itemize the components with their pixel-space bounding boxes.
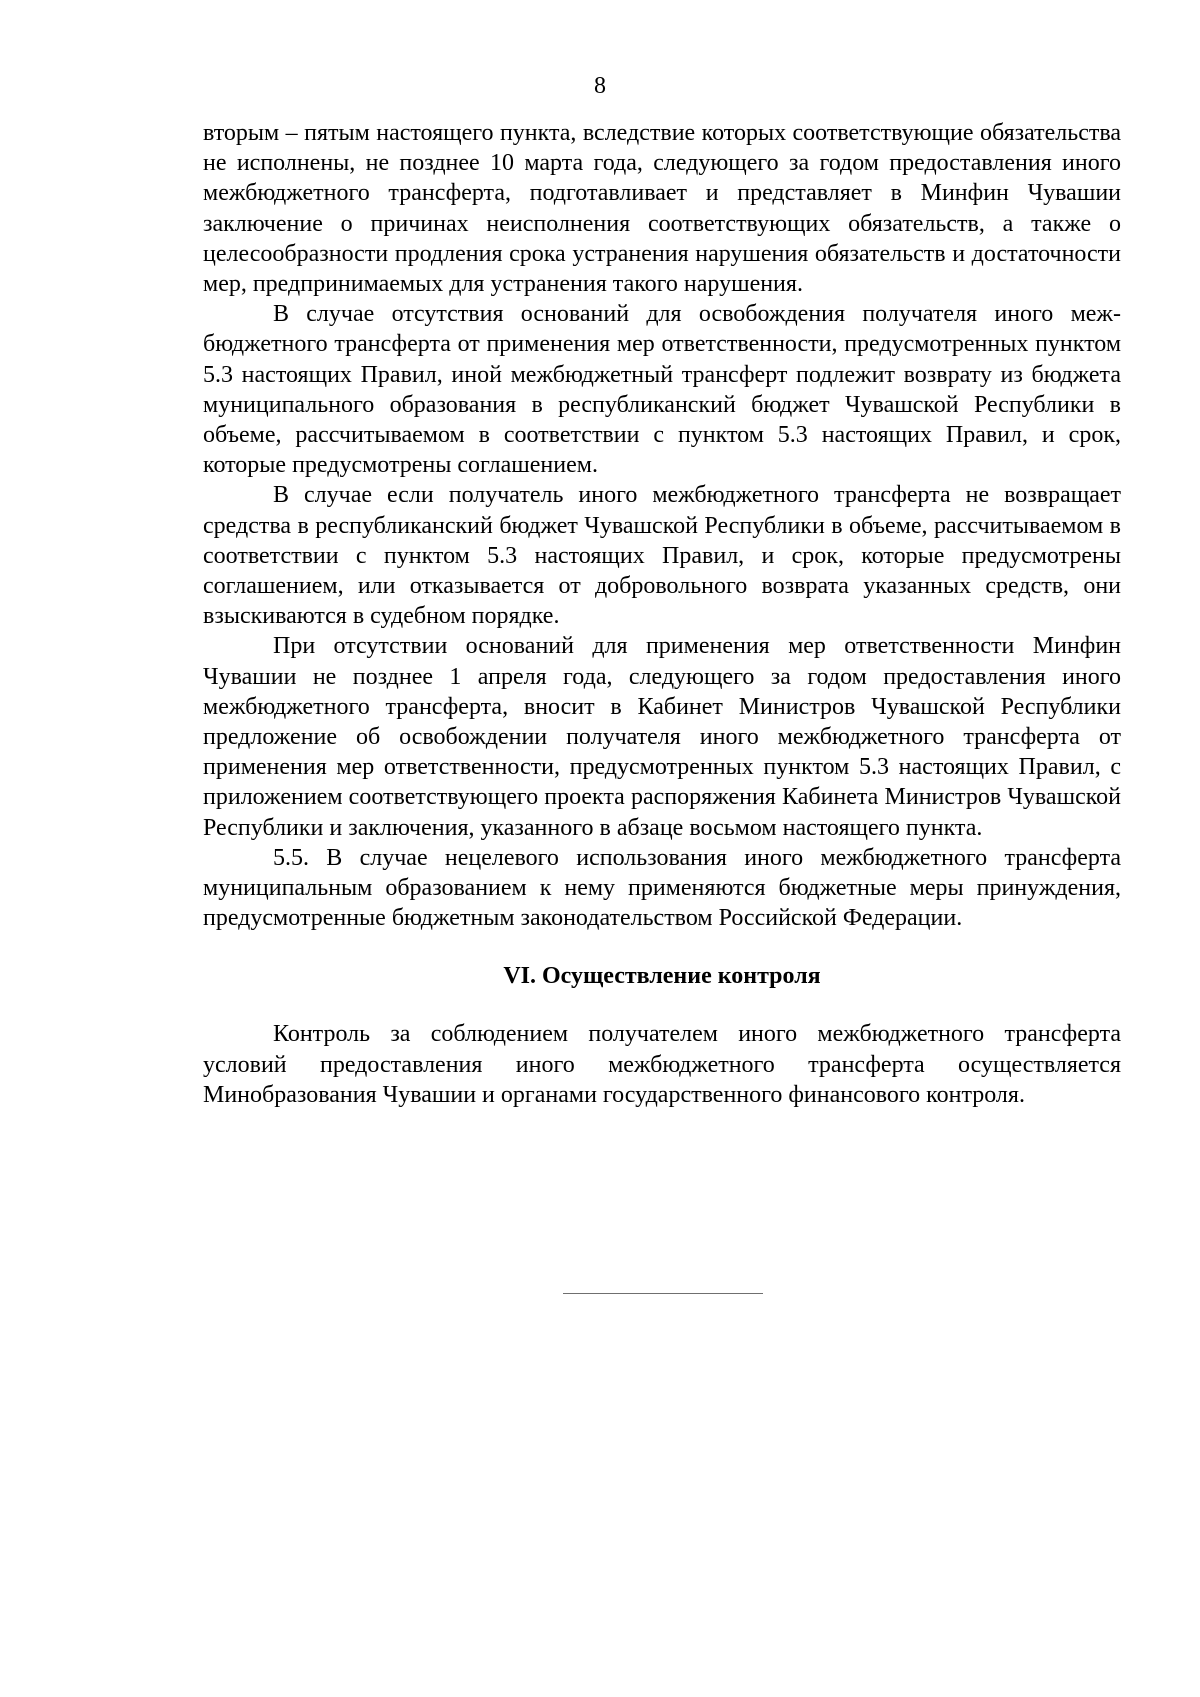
paragraph-control: Контроль за соблюдением получателем иного межбюджетного трансферта условий предоставления иного межбюджетного трансферта осуществляется Минобразования Чувашии и органами государственного финансового контроля. [203, 1021, 1121, 1108]
page-number: 8 [594, 73, 606, 99]
paragraph-continuation: вторым – пятым настоящего пункта, вследствие которых соответствующие обязательства не исполнены, не позднее 10 марта года, следующего за годом предоставления иного межбюджетного трансферта, подготавливает и представляет в Минфин Чувашии заключение о причинах неисполнения соответствующих обязательств, а также о целесообразности продления срока устранения нарушения обязательств и достаточности мер, предпринимаемых для устранения такого нарушения. [203, 120, 1121, 298]
paragraph-misuse-measures: 5.5. В случае нецелевого использования иного межбюджетного трансферта муниципальным образованием к нему применяются бюджетные меры принуждения, предусмотренные бюджетным законодательством Российской Федерации. [203, 844, 1121, 932]
paragraph-exemption-proposal: При отсутствии оснований для применения мер ответственности Минфин Чувашии не позднее 1 апреля года, следующего за годом предоставления иного межбюджетного трансферта, вносит в Кабинет Министров Чувашской Республики предложение об освобождении получателя иного межбюджетного трансферта от применения мер ответственности, предусмотренных пунктом 5.3 настоящих Правил, с приложением соответствующего проекта распоряжения Кабинета Министров Чувашской Республики и заключения, указанного в абзаце восьмом настоящего пункта. [203, 633, 1121, 841]
closing-divider [563, 1293, 763, 1294]
paragraph-no-grounds-refund: В случае отсутствия оснований для освобождения получателя иного межбюджетного трансферта от применения мер ответственности, предусмотренных пунктом 5.3 настоящих Правил, иной межбюджетный трансферт подлежит возврату из бюджета муниципального образования в республиканский бюджет Чувашской Республики в объеме, рассчитываемом в соответствии с пунктом 5.3 настоящих Правил, и срок, которые предусмотрены соглашением. [203, 301, 1121, 479]
section-heading: VI. Осуществление контроля [503, 963, 821, 990]
document-body [203, 118, 1121, 1110]
paragraph-judicial-recovery: В случае если получатель иного межбюджетного трансферта не возвращает средства в республиканский бюджет Чувашской Республики в объеме, рассчитываемом в соответствии с пунктом 5.3 настоящих Правил, и срок, которые предусмотрены соглашением, или отказывается от добровольного возврата указанных средств, они взыскиваются в судебном порядке. [203, 482, 1121, 630]
